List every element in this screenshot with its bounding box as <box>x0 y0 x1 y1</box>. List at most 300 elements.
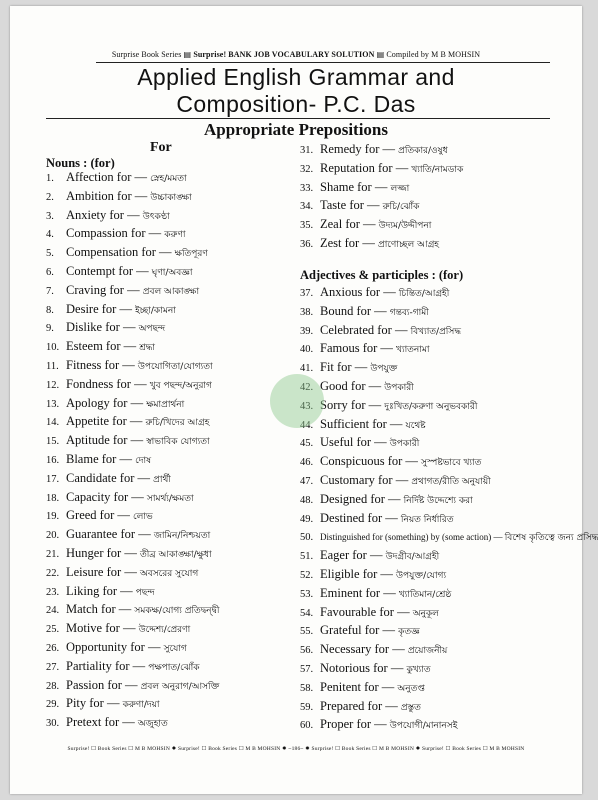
item-meaning: জামিন/নিশ্চয়তা <box>153 531 211 542</box>
item-meaning: সমকক্ষ/যোগ্য প্রতিদ্বন্দ্বী <box>134 606 220 617</box>
item-phrase: Dislike for <box>66 320 123 335</box>
list-item <box>300 490 473 508</box>
item-dash: — <box>368 379 385 393</box>
item-meaning: অপছন্দ <box>138 324 166 335</box>
list-item <box>46 206 170 224</box>
item-phrase: Leisure for <box>66 564 125 579</box>
item-meaning: খুব পছন্দ/অনুরাগ <box>149 380 212 391</box>
list-item <box>300 396 477 414</box>
item-number: 10. <box>46 342 60 354</box>
list-item <box>46 676 219 694</box>
item-number: 53. <box>300 588 314 600</box>
list-item <box>300 471 491 489</box>
item-dash: — <box>127 282 143 297</box>
item-dash: — <box>118 602 135 617</box>
list-item <box>46 394 184 412</box>
item-phrase: Opportunity for <box>66 640 148 654</box>
item-dash: — <box>125 677 141 692</box>
item-number: 51. <box>300 551 314 563</box>
item-meaning: স্বাভাবিক যোগ্যতা <box>146 437 210 448</box>
item-meaning: অবসরের সুযোগ <box>139 568 199 579</box>
list-item <box>46 469 171 487</box>
item-number: 16. <box>46 455 60 466</box>
item-dash: — <box>147 640 164 654</box>
item-dash: — <box>131 489 147 504</box>
item-phrase: Motive for <box>66 621 123 636</box>
item-meaning: দোষ <box>135 456 152 466</box>
item-dash: — <box>148 226 165 241</box>
item-dash: — <box>122 320 139 335</box>
page-footer: Surprise! ☐ Book Series ☐ M B MOHSIN ✹ Surprise! ☐ Book Series ☐ M B MOHSIN ✹ ~186~ ✹ Surprise! ☐ Book Series ☐ M B MOHSIN ✹ Surprise! ☐ Book Series ☐ M B MOHSIN <box>67 746 525 752</box>
item-number: 42. <box>300 382 314 393</box>
item-meaning: পক্ষপাত/ঝোঁক <box>148 662 200 673</box>
item-number: 4. <box>46 229 54 241</box>
item-phrase: Aptitude for <box>66 433 131 448</box>
item-phrase: Blame for <box>66 452 120 466</box>
item-dash: — <box>368 397 385 412</box>
item-dash: — <box>380 567 397 581</box>
item-meaning: করুণা <box>164 230 186 241</box>
item-phrase: Favourable for <box>320 604 398 619</box>
item-meaning: নির্দিষ্ট উদ্দেশ্যে করা <box>403 495 473 506</box>
list-item <box>300 565 446 583</box>
section-title: Appropriate Prepositions <box>203 120 389 139</box>
item-number: 24. <box>46 605 60 617</box>
item-phrase: Reputation for <box>320 160 396 175</box>
item-dash: — <box>395 473 412 487</box>
item-number: 43. <box>300 400 314 412</box>
item-number: 55. <box>300 626 314 638</box>
item-number: 20. <box>46 530 60 542</box>
item-phrase: Apology for <box>66 395 131 410</box>
item-phrase: Customary for <box>320 473 396 487</box>
item-meaning: উদগ্রীব/আগ্রহী <box>385 552 440 563</box>
item-meaning: লোভ <box>133 512 153 523</box>
item-number: 8. <box>46 304 54 316</box>
item-number: 33. <box>300 182 314 194</box>
list-item <box>300 339 430 357</box>
item-number: 3. <box>46 210 54 222</box>
list-item <box>46 619 190 637</box>
item-number: 50. <box>300 532 314 544</box>
list-item <box>46 582 155 600</box>
item-phrase: Celebrated for <box>320 322 395 337</box>
item-number: 27. <box>46 661 60 673</box>
item-number: 17. <box>46 473 60 485</box>
item-number: 48. <box>300 494 314 506</box>
item-phrase: Remedy for <box>320 142 383 156</box>
book-title-line-2: Composition- P.C. Das <box>176 91 416 117</box>
list-item <box>300 527 598 545</box>
list-item <box>300 546 439 564</box>
item-meaning: উৎকণ্ঠা <box>142 211 170 222</box>
item-meaning: সুস্পষ্টভাবে খ্যাত <box>421 458 482 469</box>
item-meaning: ইচ্ছা/কামনা <box>135 305 176 316</box>
item-meaning: সামর্থ্য/ক্ষমতা <box>146 493 194 504</box>
item-meaning: খ্যাতিমান/শ্রেষ্ঠ <box>398 589 452 600</box>
item-phrase: Greed for <box>66 508 118 523</box>
item-phrase: Penitent for <box>320 679 382 694</box>
item-phrase: Necessary for <box>320 642 393 657</box>
list-item <box>300 640 447 658</box>
item-dash: — <box>354 360 371 375</box>
item-phrase: Bound for <box>320 303 375 318</box>
item-dash: — <box>385 510 401 525</box>
item-phrase: Good for <box>320 379 369 393</box>
item-phrase: Craving for <box>66 282 128 297</box>
item-dash: — <box>134 376 150 391</box>
list-item <box>46 506 153 524</box>
book-icon: ▤ <box>376 50 385 59</box>
item-phrase: Fondness for <box>66 376 135 391</box>
compiler-credit: Compiled by M B MOHSIN <box>386 50 481 59</box>
item-meaning: উপযুক্ত/যোগ্য <box>396 571 447 581</box>
item-meaning: প্রাণোচ্ছল আগ্রহ <box>377 240 440 250</box>
item-number: 45. <box>300 438 314 450</box>
item-meaning: খ্যাতি/নামডাক <box>411 164 464 175</box>
item-number: 47. <box>300 476 314 487</box>
item-number: 25. <box>46 624 60 636</box>
item-phrase: Fit for <box>320 360 355 375</box>
item-phrase: Partiality for <box>66 658 133 673</box>
item-number: 32. <box>300 163 314 175</box>
item-phrase: Ambition for <box>66 188 135 203</box>
item-dash: — <box>124 564 140 579</box>
adjectives-heading: Adjectives & participles : (for) <box>300 268 464 282</box>
item-meaning: খ্যাতনামা <box>396 345 430 356</box>
item-number: 6. <box>46 267 54 278</box>
item-phrase: Famous for <box>320 341 381 356</box>
list-item <box>46 525 210 543</box>
item-phrase: Pretext for <box>66 715 123 730</box>
item-number: 40. <box>300 344 314 356</box>
item-number: 59. <box>300 701 314 713</box>
list-item <box>300 509 454 527</box>
item-number: 38. <box>300 306 314 318</box>
series-name: Surprise Book Series <box>111 50 182 59</box>
title-divider <box>46 118 550 119</box>
item-meaning: অজুহাত <box>137 719 168 730</box>
item-phrase: Candidate for <box>66 470 138 485</box>
item-number: 26. <box>46 643 60 654</box>
book-title <box>10 64 582 118</box>
item-meaning: প্রবল অনুরাগ/আসক্তি <box>140 681 220 692</box>
item-meaning: পছন্দ <box>135 587 155 598</box>
list-item <box>46 300 176 318</box>
item-phrase: Liking for <box>66 583 121 598</box>
item-dash: — <box>123 339 140 354</box>
list-item <box>300 178 409 196</box>
item-number: 31. <box>300 145 314 156</box>
item-phrase: Taste for <box>320 198 368 213</box>
item-dash: — <box>122 621 139 636</box>
list-item <box>300 159 463 177</box>
item-phrase: Sorry for <box>320 397 369 412</box>
item-phrase: Capacity for <box>66 489 132 504</box>
item-meaning: গন্তব্য-গামী <box>389 307 429 318</box>
item-phrase: Sufficient for <box>320 416 390 431</box>
item-dash: — <box>138 527 154 542</box>
item-dash: — <box>362 236 378 250</box>
item-meaning: উপকারী <box>389 439 420 450</box>
item-dash: — <box>106 696 123 711</box>
item-meaning: সুযোগ <box>163 644 187 654</box>
item-meaning: প্রয়োজনীয় <box>407 646 448 657</box>
item-phrase: Contempt for <box>66 264 137 278</box>
nouns-heading: Nouns : (for) <box>46 156 115 170</box>
item-meaning: কুখ্যাত <box>406 665 431 675</box>
list-item <box>46 318 165 336</box>
item-meaning: উচ্চাকাঙ্ক্ষা <box>150 192 192 203</box>
item-number: 36. <box>300 239 314 250</box>
item-dash: — <box>132 658 149 673</box>
item-meaning: বিশেষ কৃতিত্বে জন্য প্রসিদ্ধ <box>504 533 598 544</box>
list-item <box>46 337 155 355</box>
item-number: 46. <box>300 457 314 469</box>
item-number: 44. <box>300 419 314 431</box>
item-meaning: উদ্দেশ্য/প্রেরণা <box>138 625 191 636</box>
item-meaning: ঘৃণা/অবজ্ঞা <box>151 268 193 278</box>
list-item <box>300 321 461 339</box>
item-dash: — <box>493 532 505 543</box>
item-dash: — <box>405 454 422 469</box>
item-meaning: প্রথাগত/রীতি অনুযায়ী <box>411 477 491 487</box>
item-dash: — <box>120 583 136 598</box>
item-dash: — <box>374 717 390 732</box>
item-number: 57. <box>300 664 314 675</box>
item-number: 58. <box>300 682 314 694</box>
list-item <box>46 281 199 299</box>
item-dash: — <box>127 207 143 222</box>
item-number: 35. <box>300 220 314 232</box>
item-number: 39. <box>300 325 314 337</box>
item-number: 23. <box>46 586 60 598</box>
item-dash: — <box>374 179 391 194</box>
item-phrase: Designed for <box>320 491 389 506</box>
item-phrase: Distinguished for (something) by (some action) <box>320 532 494 543</box>
item-phrase: Eligible for <box>320 567 381 581</box>
item-dash: — <box>394 322 411 337</box>
item-phrase: Guarantee for <box>66 527 139 542</box>
item-dash: — <box>388 491 404 506</box>
document-page <box>10 6 598 794</box>
list-item <box>46 412 209 430</box>
item-dash: — <box>117 508 133 523</box>
item-number: 37. <box>300 288 314 299</box>
item-phrase: Zest for <box>320 236 363 250</box>
item-meaning: লজ্জা <box>390 183 410 194</box>
item-dash: — <box>122 715 138 730</box>
item-number: 30. <box>46 718 60 730</box>
item-meaning: উপযোগিতা/যোগ্যতা <box>137 362 213 372</box>
item-dash: — <box>124 546 140 560</box>
list-item <box>46 694 160 712</box>
item-meaning: প্রস্তুত <box>400 702 421 713</box>
item-dash: — <box>382 142 399 156</box>
item-dash: — <box>134 170 151 184</box>
item-phrase: Eminent for <box>320 585 384 600</box>
item-dash: — <box>159 245 175 260</box>
list-item <box>46 224 186 242</box>
list-item <box>46 187 192 205</box>
item-meaning: করুণা/দয়া <box>122 700 160 711</box>
item-dash: — <box>392 642 408 657</box>
item-phrase: Proper for <box>320 717 375 732</box>
item-dash: — <box>382 623 399 638</box>
item-meaning: নিয়ত নির্ধারিত <box>400 514 454 525</box>
item-dash: — <box>383 585 399 600</box>
item-number: 49. <box>300 513 314 525</box>
item-number: 12. <box>46 379 60 391</box>
list-item <box>300 715 457 733</box>
series-header <box>10 50 582 59</box>
item-phrase: Compassion for <box>66 226 149 241</box>
item-meaning: অনুকূল <box>412 608 439 619</box>
item-phrase: Hunger for <box>66 546 125 560</box>
book-title-line-1: Applied English Grammar and <box>137 64 455 90</box>
item-phrase: Prepared for <box>320 698 386 713</box>
item-phrase: Zeal for <box>320 217 364 232</box>
item-dash: — <box>363 217 379 232</box>
list-item <box>300 584 451 602</box>
item-phrase: Shame for <box>320 179 375 194</box>
item-dash: — <box>122 358 138 372</box>
item-number: 56. <box>300 645 314 657</box>
item-dash: — <box>137 470 154 485</box>
list-item <box>300 196 419 214</box>
item-phrase: Compensation for <box>66 245 160 260</box>
item-meaning: তীব্র আকাঙ্ক্ষা/ক্ষুধা <box>139 550 212 560</box>
item-phrase: Anxious for <box>320 285 384 299</box>
item-number: 11. <box>46 361 59 372</box>
item-meaning: রুচি/খিদের আগ্রহ <box>145 418 210 429</box>
list-item <box>300 697 421 715</box>
item-meaning: প্রার্থী <box>153 474 171 485</box>
for-heading: For <box>150 140 172 155</box>
item-number: 29. <box>46 699 60 711</box>
item-meaning: উপকারী <box>384 383 414 393</box>
item-meaning: প্রবল আকাঙ্ক্ষা <box>142 286 200 297</box>
item-number: 19. <box>46 511 60 523</box>
list-item <box>46 563 198 581</box>
item-number: 13. <box>46 398 60 410</box>
list-item <box>300 140 448 158</box>
item-phrase: Notorious for <box>320 661 391 675</box>
item-dash: — <box>119 301 136 316</box>
list-item <box>46 243 208 261</box>
watermark-logo <box>270 374 324 428</box>
item-dash: — <box>380 341 397 356</box>
list-item <box>46 356 213 374</box>
header-divider <box>96 62 550 63</box>
item-dash: — <box>130 433 147 448</box>
item-dash: — <box>381 679 398 694</box>
item-number: 9. <box>46 323 54 335</box>
item-phrase: Pity for <box>66 696 107 711</box>
item-meaning: দুঃখিত/করুণা অনুভবকারী <box>384 401 478 412</box>
list-item <box>300 283 449 301</box>
item-meaning: উদ্যম/উদ্দীপনা <box>378 221 432 232</box>
item-dash: — <box>385 698 401 713</box>
list-item <box>300 415 426 433</box>
list-item <box>46 262 192 280</box>
item-number: 5. <box>46 248 54 260</box>
list-item <box>46 431 210 449</box>
item-dash: — <box>395 160 412 175</box>
item-dash: — <box>390 661 407 675</box>
list-item <box>46 713 168 731</box>
item-dash: — <box>134 188 151 203</box>
item-dash: — <box>130 395 147 410</box>
item-dash: — <box>136 264 152 278</box>
item-number: 34. <box>300 201 314 213</box>
item-meaning: চিন্তিত/আগ্রহী <box>398 289 450 299</box>
list-item <box>300 603 439 621</box>
item-meaning: যথেষ্ট <box>405 420 426 431</box>
item-meaning: প্রতিকার/ওষুধ <box>398 146 448 156</box>
item-dash: — <box>129 414 146 429</box>
list-item <box>300 358 397 376</box>
item-meaning: উপযুক্ত <box>370 364 398 375</box>
list-item <box>300 659 431 677</box>
item-number: 52. <box>300 570 314 581</box>
list-item <box>46 168 187 186</box>
item-meaning: স্নেহ/মমতা <box>150 174 187 184</box>
item-number: 7. <box>46 285 54 297</box>
book-icon: ▤ <box>183 50 192 59</box>
item-dash: — <box>369 548 386 563</box>
item-meaning: অনুতপ্ত <box>397 683 425 694</box>
item-dash: — <box>383 285 399 299</box>
item-meaning: বিখ্যাত/প্রসিদ্ধ <box>410 326 461 337</box>
item-dash: — <box>374 435 390 450</box>
item-meaning: রুচি/ঝোঁক <box>382 202 420 213</box>
item-number: 28. <box>46 680 60 692</box>
item-number: 41. <box>300 363 314 375</box>
item-phrase: Desire for <box>66 301 120 316</box>
item-meaning: ক্ষমাপ্রার্থনা <box>146 399 185 410</box>
list-item <box>300 234 439 252</box>
item-number: 18. <box>46 492 60 504</box>
list-item <box>300 678 425 696</box>
list-item <box>46 450 151 468</box>
item-number: 1. <box>46 173 54 184</box>
item-phrase: Esteem for <box>66 339 124 354</box>
list-item <box>46 600 219 618</box>
list-item <box>46 657 200 675</box>
item-number: 21. <box>46 549 60 560</box>
item-dash: — <box>367 198 383 213</box>
item-number: 22. <box>46 567 60 579</box>
list-item <box>300 302 429 320</box>
item-meaning: উপযোগী/মানানসই <box>389 721 458 732</box>
list-item <box>300 215 431 233</box>
item-phrase: Appetite for <box>66 414 130 429</box>
series-subtitle: Surprise! BANK JOB VOCABULARY SOLUTION <box>193 50 375 59</box>
item-number: 60. <box>300 720 314 732</box>
item-phrase: Useful for <box>320 435 375 450</box>
item-phrase: Fitness for <box>66 358 123 372</box>
list-item <box>46 488 194 506</box>
item-phrase: Conspicuous for <box>320 454 406 469</box>
item-phrase: Affection for <box>66 170 135 184</box>
item-phrase: Passion for <box>66 677 126 692</box>
item-number: 2. <box>46 191 54 203</box>
item-dash: — <box>389 416 406 431</box>
item-number: 14. <box>46 417 60 429</box>
item-phrase: Grateful for <box>320 623 383 638</box>
item-phrase: Eager for <box>320 548 370 563</box>
